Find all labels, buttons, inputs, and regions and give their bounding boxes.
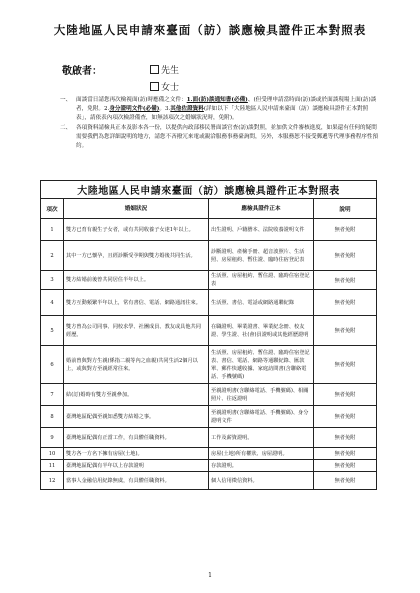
header-no: 項次	[41, 199, 64, 219]
note-item	[60, 96, 380, 123]
row-documents: 診斷證明、產檢手冊、超音波照片、生活照、房屋租約、暫住證、臨時住宿登記表	[209, 241, 314, 271]
checkbox-icon[interactable]	[150, 65, 159, 74]
row-note: 無者免附	[314, 472, 377, 490]
gender-option-ms[interactable]	[150, 80, 179, 93]
row-situation: 婚前曾與對方生親(係指二親等內之血親)共同生活2個月以上，或與對方至親經常往來。	[64, 346, 209, 384]
row-documents: 在職證明、畢業證書、畢業紀念冊、校友證、學生證、社(會)員證明或其他經歷證明	[209, 316, 314, 346]
row-note: 無者免附	[314, 428, 377, 448]
row-note: 無者免附	[314, 346, 377, 384]
note-text: 各項資料請檢具正本及影本各一份，以提供內政部移民署面談官查(訪)談對照，並加供文件審核進度，如果還有任何的疑問需要我們為您詳細說明的地方，請您不吝撥冗來電或親洽服務事務臺詢問，另外，本服務恕不接受郵遞等代理事務程序性預約。	[76, 125, 379, 149]
table-row	[41, 448, 377, 460]
row-situation: 雙方結婚前後曾共同居住半年以上。	[64, 271, 209, 290]
note-item	[60, 124, 380, 151]
table-row	[41, 472, 377, 490]
salutation: 敬啟者：	[62, 66, 102, 77]
note-number: 二、	[60, 125, 72, 131]
row-note: 無者免附	[314, 241, 377, 271]
row-situation: 雙方互動頻繁半年以上，常有書信、電話、網路通訊往來。	[64, 290, 209, 316]
documents-table	[40, 180, 377, 490]
page-title: 大陸地區人民申請來臺面（訪）談應檢具證件正本對照表	[53, 23, 367, 37]
row-documents: 生活照、房屋租約、暫住證、臨時住宿登記表	[209, 271, 314, 290]
table-row	[41, 428, 377, 448]
table-row	[41, 271, 377, 290]
table-row	[41, 219, 377, 241]
row-note: 無者免附	[314, 384, 377, 406]
gender-label-ms: 女士	[161, 83, 180, 93]
row-note: 無者免附	[314, 290, 377, 316]
row-situation: 雙方各一方名下擁有房屋(土地)。	[64, 448, 209, 460]
row-number: 10	[41, 448, 64, 460]
row-situation: 雙方已育有親生子女者，或有共同收養子女達1年以上。	[64, 219, 209, 241]
table-title-row	[41, 181, 377, 199]
row-number: 4	[41, 290, 64, 316]
row-number: 3	[41, 271, 64, 290]
table-row	[41, 290, 377, 316]
table-row	[41, 406, 377, 428]
note-text: 面談當日請您再次檢視面(訪)時應備之文件：1.面(訪)談通知書(必備)、(但受理申請當時面(訪)談或於面談現場上面(訪)談者，免附。2.身分證明文件(必備)。3.其他佐證資料(詳如以下「大陸地區人民申請來臺面（訪）談應檢具證件正本對照表」，請依表內項次檢證備查，如無該項次之婚姻狀況時，免附)。	[76, 97, 377, 121]
row-number: 11	[41, 460, 64, 472]
note-number: 一、	[60, 97, 72, 103]
row-documents: 工作及薪資證明。	[209, 428, 314, 448]
table-row	[41, 346, 377, 384]
row-situation: 當事人金融信用紀錄無虞，有具體任職資料。	[64, 472, 209, 490]
header-note: 說明	[314, 199, 377, 219]
row-number: 12	[41, 472, 64, 490]
table-row	[41, 384, 377, 406]
row-documents: 房屋(土地)所有權狀、房屋證明。	[209, 448, 314, 460]
gender-option-mr[interactable]	[150, 63, 179, 76]
row-situation: 臺灣地區配偶至親知悉雙方結婚之事。	[64, 406, 209, 428]
header-situation: 婚姻狀況	[64, 199, 209, 219]
row-situation: 其中一方已懷孕，且經診斷受孕期與雙方婚後共同生活。	[64, 241, 209, 271]
row-note: 無者免附	[314, 448, 377, 460]
row-documents: 個人信用徵信資料。	[209, 472, 314, 490]
row-documents: 生活照、房屋租約、暫住證、臨時住宿登記表、書信、電話、網路等通聯紀錄、匯款單、郵件快遞收據、家庭訪問書(含聯絡電話、手機號碼)	[209, 346, 314, 384]
page-number: 1	[208, 572, 212, 579]
row-documents: 至親證明書(含聯絡電話、手機號碼)、身分證明文件	[209, 406, 314, 428]
row-documents: 至親證明書(含聯絡電話、手機號碼)、相關照片、往返證明	[209, 384, 314, 406]
row-note: 無者免附	[314, 219, 377, 241]
row-situation: 臺灣地區配偶有正當工作，有具體任職資料。	[64, 428, 209, 448]
row-number: 5	[41, 316, 64, 346]
row-documents: 生活照、書信、電話或網路通聯紀錄	[209, 290, 314, 316]
gender-label-mr: 先生	[161, 66, 180, 76]
row-number: 8	[41, 406, 64, 428]
row-situation: 結(訂)婚時有雙方至親參加。	[64, 384, 209, 406]
row-number: 6	[41, 346, 64, 384]
table-header-row	[41, 199, 377, 219]
row-note: 無者免附	[314, 271, 377, 290]
header-docs: 應檢具證件正本	[209, 199, 314, 219]
row-documents: 出生證明、戶籍謄本、法院收養證明文件	[209, 219, 314, 241]
row-situation: 臺灣地區配偶有半年以上存款證明	[64, 460, 209, 472]
row-note: 無者免附	[314, 316, 377, 346]
table-row	[41, 241, 377, 271]
row-note: 無者免附	[314, 460, 377, 472]
row-number: 1	[41, 219, 64, 241]
row-situation: 雙方曾為公司同事、同校求學、社團成員、教友或具他共同經歷。	[64, 316, 209, 346]
checkbox-icon[interactable]	[150, 82, 159, 91]
row-number: 2	[41, 241, 64, 271]
table-row	[41, 460, 377, 472]
notes-section	[60, 96, 380, 152]
row-number: 7	[41, 384, 64, 406]
row-note: 無者免附	[314, 406, 377, 428]
table-title: 大陸地區人民申請來臺面（訪）談應檢具證件正本對照表	[41, 181, 377, 199]
row-documents: 存款證明。	[209, 460, 314, 472]
table-row	[41, 316, 377, 346]
row-number: 9	[41, 428, 64, 448]
